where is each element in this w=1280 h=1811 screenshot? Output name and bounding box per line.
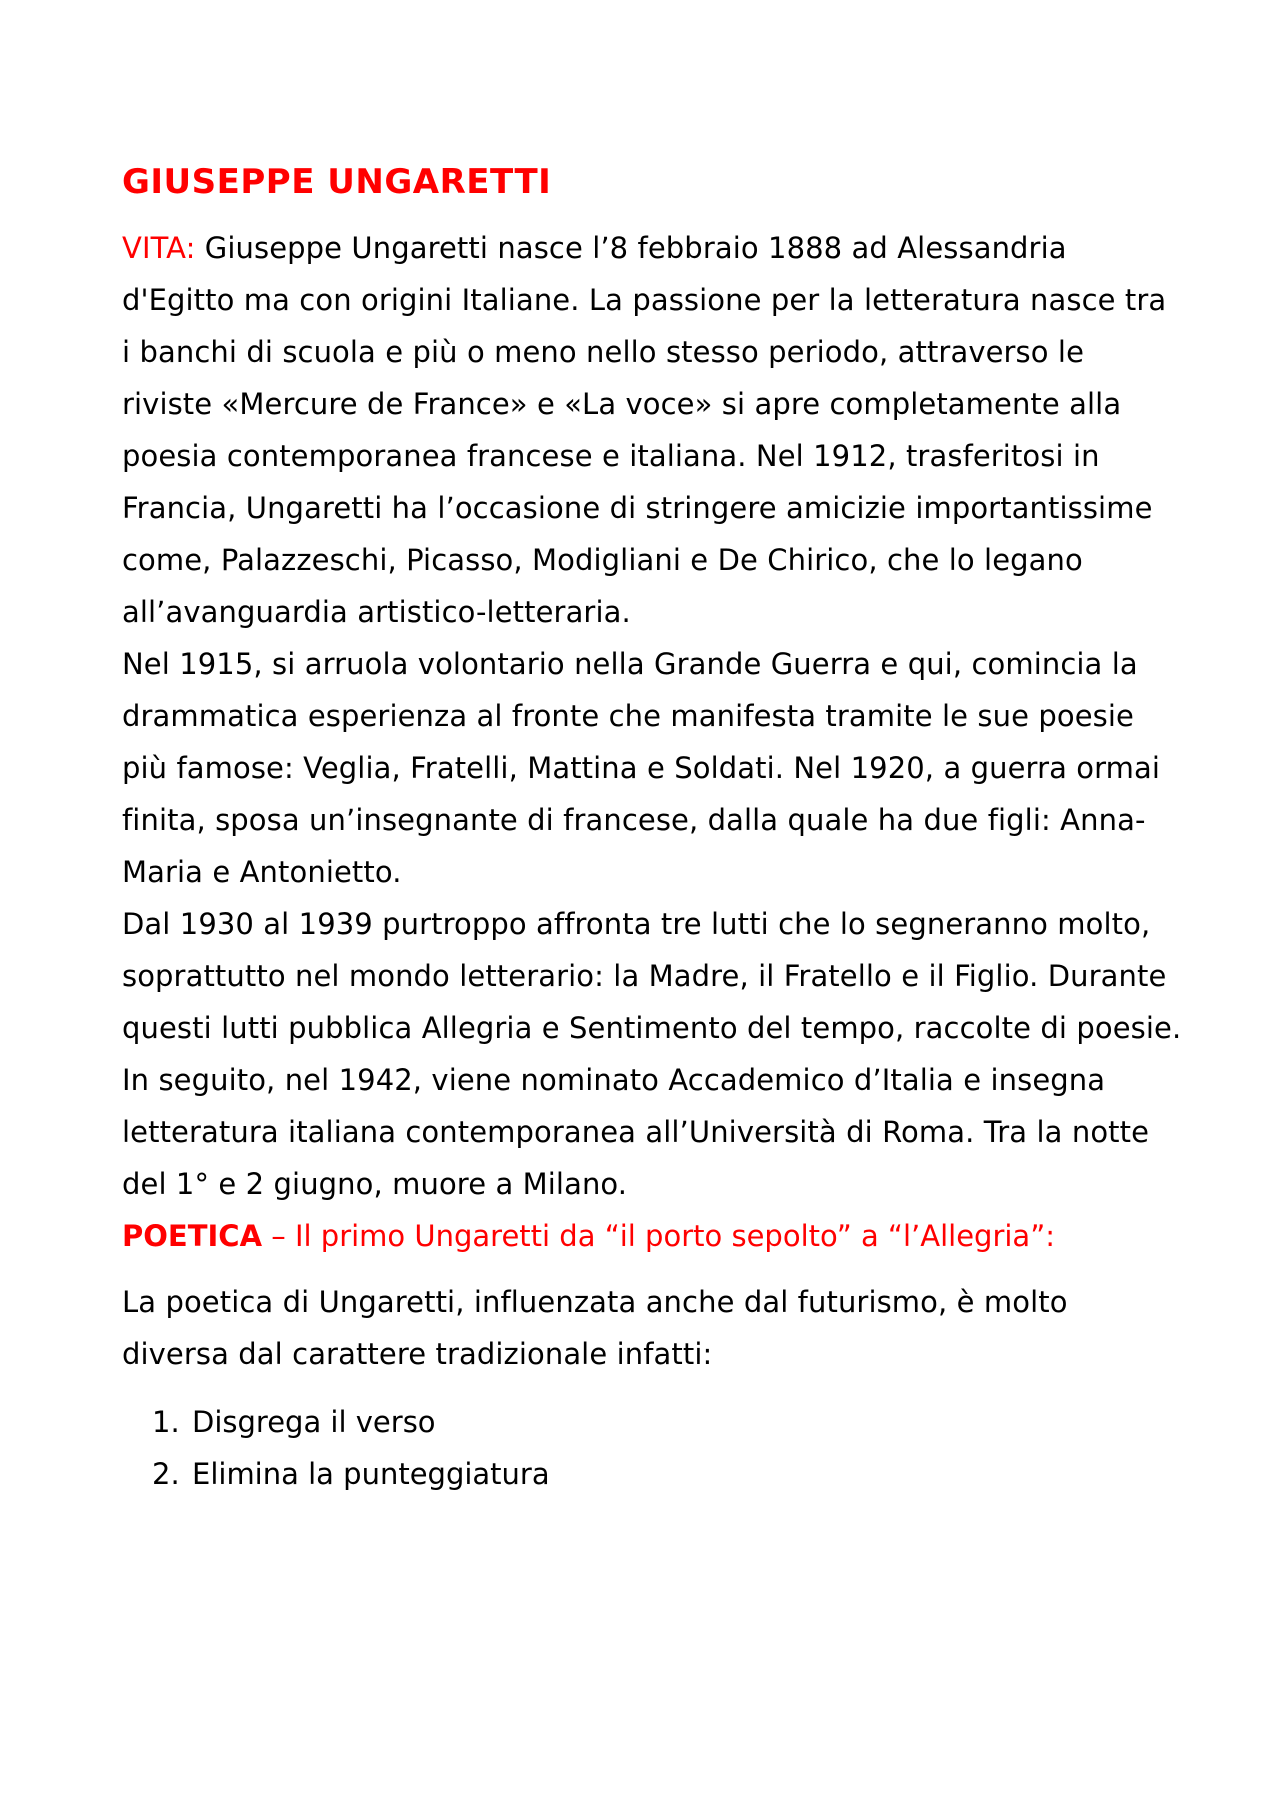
poetica-list — [152, 1396, 1182, 1500]
poetica-subtitle: – Il primo Ungaretti da “il porto sepolto” a “l’Allegria”: — [262, 1219, 1055, 1253]
vita-paragraph-4: In seguito, nel 1942, viene nominato Accademico d’Italia e insegna letteratura italiana contemporanea all’Università di Roma. Tra la notte del 1° e 2 giugno, muore a Milano. — [122, 1063, 1150, 1201]
list-item-text: Elimina la punteggiatura — [192, 1457, 550, 1491]
vita-paragraph-2: Nel 1915, si arruola volontario nella Grande Guerra e qui, comincia la drammatica esperienza al fronte che manifesta tramite le sue poesie più famose: Veglia, Fratelli, Mattina e Soldati. Nel 1920, a guerra ormai finita, sposa un’insegnante di francese, dalla quale ha due figli: Anna-Maria e Antonietto. — [122, 647, 1161, 889]
document-content — [122, 160, 1182, 1500]
poetica-heading — [122, 1210, 1182, 1262]
poetica-label: POETICA — [122, 1219, 263, 1253]
vita-text-1: Giuseppe Ungaretti nasce l’8 febbraio 1888 ad Alessandria d'Egitto ma con origini Italiane. La passione per la letteratura nasce tra i banchi di scuola e più o meno nello stesso periodo, attraverso le riviste «Mercure de France» e «La voce» si apre completamente alla poesia contemporanea francese e italiana. Nel 1912, trasferitosi in Francia, Ungaretti ha l’occasione di stringere amicizie importantissime come, Palazzeschi, Picasso, Modigliani e De Chirico, che lo legano all’avanguardia artistico-letteraria. — [122, 231, 1167, 629]
list-item-number: 2. — [152, 1457, 180, 1491]
list-item — [152, 1448, 1182, 1500]
list-item-number: 1. — [152, 1405, 180, 1439]
vita-label: VITA: — [122, 231, 196, 265]
list-item — [152, 1396, 1182, 1448]
page-title: GIUSEPPE UNGARETTI — [122, 162, 552, 202]
poetica-intro: La poetica di Ungaretti, influenzata anche dal futurismo, è molto diversa dal carattere tradizionale infatti: — [122, 1285, 1068, 1371]
list-item-text: Disgrega il verso — [192, 1405, 436, 1439]
vita-paragraph-3: Dal 1930 al 1939 purtroppo affronta tre lutti che lo segneranno molto, soprattutto nel mondo letterario: la Madre, il Fratello e il Figlio. Durante questi lutti pubblica Allegria e Sentimento del tempo, raccolte di poesie. — [122, 907, 1182, 1045]
vita-paragraph-1 — [122, 222, 1182, 638]
